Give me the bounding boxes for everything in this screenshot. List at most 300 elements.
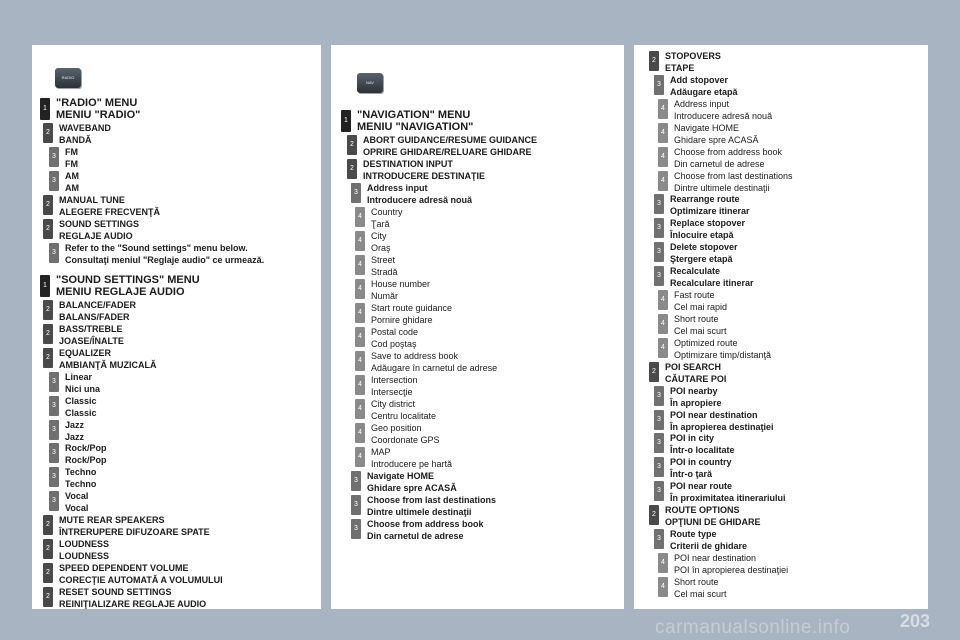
level-badge: 3 xyxy=(654,194,664,214)
romanian-label: Cel mai scurt xyxy=(674,325,727,336)
romanian-label: MENIU "RADIO" xyxy=(56,109,141,121)
romanian-label: Ştergere etapă xyxy=(670,254,733,265)
menu-item-level-3 xyxy=(49,466,96,490)
menu-item-level-2 xyxy=(347,134,537,158)
watermark: carmanualsonline.info xyxy=(655,617,851,638)
romanian-label: ETAPE xyxy=(665,63,695,73)
level-badge: 2 xyxy=(347,135,357,155)
english-label: Save to address book xyxy=(371,351,459,361)
romanian-label: Dintre ultimele destinaţii xyxy=(367,507,472,517)
menu-item-level-2 xyxy=(43,122,111,146)
level-badge: 4 xyxy=(355,207,365,227)
romanian-label: Din carnetul de adrese xyxy=(367,531,464,541)
level-badge: 3 xyxy=(654,481,664,501)
romanian-label: OPRIRE GHIDARE/RELUARE GHIDARE xyxy=(363,147,532,157)
menu-item-level-3 xyxy=(351,182,472,206)
romanian-label: În proximitatea itinerariului xyxy=(670,493,786,504)
romanian-label: CORECŢIE AUTOMATĂ A VOLUMULUI xyxy=(59,574,223,585)
menu-item-level-3 xyxy=(49,490,88,514)
level-badge: 3 xyxy=(351,519,361,539)
level-badge: 4 xyxy=(658,147,668,167)
level-badge: 4 xyxy=(355,255,365,275)
romanian-label: Din carnetul de adrese xyxy=(674,158,765,169)
romanian-label: Cel mai scurt xyxy=(674,588,727,599)
level-badge: 3 xyxy=(351,471,361,491)
menu-item-level-3 xyxy=(654,385,722,409)
menu-item-text xyxy=(65,395,97,419)
menu-item-text xyxy=(367,518,484,542)
level-badge: 3 xyxy=(654,410,664,430)
menu-item-level-4 xyxy=(658,98,772,122)
level-badge: 4 xyxy=(355,447,365,467)
menu-item-level-3 xyxy=(654,528,747,552)
level-badge: 3 xyxy=(654,75,664,95)
english-label: Short route xyxy=(674,313,719,324)
menu-item-text xyxy=(670,193,750,217)
english-label: POI nearby xyxy=(670,385,718,396)
romanian-label: Intersecţie xyxy=(371,387,413,397)
menu-item-level-4 xyxy=(355,278,430,302)
english-label: ABORT GUIDANCE/RESUME GUIDANCE xyxy=(363,135,538,145)
romanian-label: Recalculare itinerar xyxy=(670,278,754,289)
english-label: POI near destination xyxy=(674,552,757,563)
romanian-label: Stradă xyxy=(371,267,398,277)
english-label: House number xyxy=(371,279,431,289)
english-label: Rearrange route xyxy=(670,194,740,205)
romanian-label: Introducere pe hartă xyxy=(371,459,453,469)
menu-item-text xyxy=(56,274,200,298)
level-badge: 3 xyxy=(654,242,664,262)
menu-item-text xyxy=(56,97,140,121)
romanian-label: Criterii de ghidare xyxy=(670,541,748,551)
romanian-label: Număr xyxy=(371,291,399,301)
romanian-label: Optimizare itinerar xyxy=(670,206,750,217)
level-badge: 3 xyxy=(49,171,59,191)
menu-item-text xyxy=(674,337,771,361)
romanian-label: Dintre ultimele destinaţii xyxy=(674,182,770,193)
level-badge: 4 xyxy=(658,99,668,119)
romanian-label: Vocal xyxy=(65,503,89,514)
english-label: Navigate HOME xyxy=(367,471,435,481)
level-badge: 4 xyxy=(355,375,365,395)
romanian-label: Nici una xyxy=(65,383,101,394)
menu-item-text xyxy=(59,586,206,610)
menu-item-level-4 xyxy=(355,326,418,350)
menu-item-level-3 xyxy=(654,432,735,456)
level-badge: 2 xyxy=(43,324,53,344)
english-label: Choose from last destinations xyxy=(674,170,793,181)
menu-item-text xyxy=(65,170,79,194)
level-badge: 3 xyxy=(654,529,664,549)
level-badge: 2 xyxy=(347,159,357,179)
menu-item-text xyxy=(371,206,403,230)
english-label: Jazz xyxy=(65,419,85,430)
level-badge: 3 xyxy=(49,443,59,463)
menu-item-text xyxy=(65,466,96,490)
level-badge: 3 xyxy=(654,386,664,406)
romanian-label: ÎNTRERUPERE DIFUZOARE SPATE xyxy=(59,527,210,538)
romanian-label: În apropierea destinaţiei xyxy=(670,421,774,432)
level-badge: 3 xyxy=(49,243,59,263)
menu-item-level-3 xyxy=(49,395,97,419)
english-label: RESET SOUND SETTINGS xyxy=(59,586,172,597)
menu-item-level-2 xyxy=(43,347,156,371)
romanian-label: Într-o ţară xyxy=(670,469,713,480)
menu-item-text xyxy=(371,302,452,326)
menu-item-level-3 xyxy=(654,265,754,289)
menu-item-text xyxy=(59,562,223,586)
english-label: Refer to the "Sound settings" menu below. xyxy=(65,242,248,253)
menu-item-text xyxy=(59,122,111,146)
english-label: WAVEBAND xyxy=(59,123,111,133)
romanian-label: Adăugare în carnetul de adrese xyxy=(371,363,498,373)
english-label: AM xyxy=(65,170,79,181)
romanian-label: AM xyxy=(65,182,79,193)
menu-item-text xyxy=(371,374,418,398)
romanian-label: Pornire ghidare xyxy=(371,315,433,325)
romanian-label: Optimizare timp/distanţă xyxy=(674,349,772,360)
romanian-label: REGLAJE AUDIO xyxy=(59,230,133,241)
nav-button-icon: NAV xyxy=(357,73,383,93)
menu-item-text xyxy=(665,50,721,74)
romanian-label: CĂUTARE POI xyxy=(665,373,727,384)
menu-item-text xyxy=(371,254,398,278)
level-badge: 3 xyxy=(654,266,664,286)
english-label: Replace stopover xyxy=(670,218,746,229)
level-badge: 3 xyxy=(49,372,59,392)
menu-item-text xyxy=(371,446,452,470)
romanian-label: ALEGERE FRECVENŢĂ xyxy=(59,206,161,217)
english-label: STOPOVERS xyxy=(665,51,721,61)
romanian-label: Înlocuire etapă xyxy=(670,230,734,241)
menu-item-level-2 xyxy=(43,323,124,347)
menu-item-level-1 xyxy=(40,274,200,298)
menu-item-level-2 xyxy=(347,158,485,182)
menu-item-text xyxy=(59,514,210,538)
romanian-label: Oraş xyxy=(371,243,391,253)
romanian-label: Într-o localitate xyxy=(670,445,735,456)
menu-item-text xyxy=(674,146,782,170)
menu-item-text xyxy=(670,432,735,456)
level-badge: 4 xyxy=(658,171,668,191)
menu-item-level-2 xyxy=(649,50,721,74)
level-badge: 4 xyxy=(658,290,668,310)
level-badge: 2 xyxy=(649,362,659,382)
menu-item-level-2 xyxy=(43,538,109,562)
menu-item-text xyxy=(363,158,485,182)
level-badge: 2 xyxy=(43,123,53,143)
english-label: POI SEARCH xyxy=(665,361,722,372)
romanian-label: Ţară xyxy=(371,219,390,229)
menu-item-level-3 xyxy=(654,241,738,265)
level-badge: 2 xyxy=(649,51,659,71)
english-label: ROUTE OPTIONS xyxy=(665,505,740,516)
english-label: Optimized route xyxy=(674,337,738,348)
menu-item-level-3 xyxy=(654,217,745,241)
english-label: Linear xyxy=(65,371,93,382)
level-badge: 2 xyxy=(43,348,53,368)
menu-item-level-3 xyxy=(49,419,84,443)
menu-item-level-4 xyxy=(658,552,788,576)
menu-item-level-3 xyxy=(49,371,100,395)
level-badge: 3 xyxy=(654,433,664,453)
english-label: Route type xyxy=(670,529,717,539)
english-label: Start route guidance xyxy=(371,303,453,313)
menu-item-text xyxy=(59,299,136,323)
level-badge: 4 xyxy=(355,327,365,347)
menu-item-level-1 xyxy=(341,109,473,133)
menu-item-text xyxy=(59,347,156,371)
menu-item-text xyxy=(670,385,722,409)
menu-item-level-3 xyxy=(351,518,484,542)
english-label: SPEED DEPENDENT VOLUME xyxy=(59,562,189,573)
level-badge: 3 xyxy=(49,396,59,416)
english-label: MAP xyxy=(371,447,391,457)
level-badge: 2 xyxy=(43,195,53,215)
menu-item-text xyxy=(371,278,430,302)
english-label: Vocal xyxy=(65,491,89,502)
menu-item-level-1 xyxy=(40,97,140,121)
menu-item-text xyxy=(674,122,759,146)
menu-item-text xyxy=(371,326,418,350)
romanian-label: AMBIANŢĂ MUZICALĂ xyxy=(59,359,157,370)
menu-item-text xyxy=(670,265,754,289)
menu-item-text xyxy=(367,494,496,518)
menu-item-text xyxy=(59,194,160,218)
english-label: "RADIO" MENU xyxy=(56,97,138,109)
english-label: Choose from address book xyxy=(674,146,783,157)
romanian-label: Rock/Pop xyxy=(65,455,107,466)
romanian-label: REINIŢIALIZARE REGLAJE AUDIO xyxy=(59,598,207,609)
menu-item-text xyxy=(670,217,745,241)
menu-item-text xyxy=(65,490,88,514)
radio-button-icon: RADIO xyxy=(55,68,81,88)
romanian-label: Adăugare etapă xyxy=(670,86,738,97)
menu-item-level-4 xyxy=(355,206,403,230)
menu-item-text xyxy=(65,146,78,170)
english-label: POI near route xyxy=(670,481,733,492)
level-badge: 2 xyxy=(43,219,53,239)
menu-item-level-3 xyxy=(654,409,774,433)
english-label: Classic xyxy=(65,395,97,406)
english-label: Rock/Pop xyxy=(65,443,107,454)
english-label: Recalculate xyxy=(670,266,721,277)
menu-item-text xyxy=(371,398,436,422)
page-number: 203 xyxy=(900,611,931,631)
level-badge: 3 xyxy=(49,147,59,167)
romanian-label: Ghidare spre ACASĂ xyxy=(367,483,457,493)
english-label: POI in city xyxy=(670,433,715,444)
menu-item-text xyxy=(363,134,537,158)
english-label: EQUALIZER xyxy=(59,347,112,358)
menu-item-level-2 xyxy=(43,299,136,323)
level-badge: 3 xyxy=(49,420,59,440)
level-badge: 2 xyxy=(43,300,53,320)
menu-item-level-4 xyxy=(355,446,452,470)
menu-item-text xyxy=(59,323,124,347)
english-label: City district xyxy=(371,399,416,409)
menu-item-level-4 xyxy=(658,170,793,194)
level-badge: 2 xyxy=(43,563,53,583)
menu-item-text xyxy=(670,528,747,552)
menu-item-text xyxy=(670,480,786,504)
menu-item-text xyxy=(670,241,738,265)
english-label: Choose from address book xyxy=(367,519,484,529)
english-label: DESTINATION INPUT xyxy=(363,159,453,169)
romanian-label: BANDĂ xyxy=(59,135,92,145)
menu-item-level-4 xyxy=(658,289,727,313)
english-label: Delete stopover xyxy=(670,242,738,253)
english-label: Address input xyxy=(674,98,730,109)
menu-item-level-4 xyxy=(355,254,398,278)
menu-item-text xyxy=(371,422,440,446)
english-label: Street xyxy=(371,255,396,265)
romanian-label: Jazz xyxy=(65,431,85,442)
romanian-label: Ghidare spre ACASĂ xyxy=(674,134,759,145)
level-badge: 1 xyxy=(341,110,351,132)
english-label: Fast route xyxy=(674,290,715,300)
romanian-label: MENIU "NAVIGATION" xyxy=(357,121,474,133)
menu-item-text xyxy=(59,218,139,242)
menu-item-level-2 xyxy=(43,514,210,538)
menu-item-level-3 xyxy=(49,170,79,194)
menu-item-level-3 xyxy=(654,74,738,98)
level-badge: 3 xyxy=(49,491,59,511)
menu-item-text xyxy=(674,576,727,600)
level-badge: 1 xyxy=(40,98,50,120)
level-badge: 2 xyxy=(43,539,53,559)
menu-item-level-3 xyxy=(49,442,107,466)
menu-item-level-4 xyxy=(658,313,727,337)
english-label: Intersection xyxy=(371,375,418,385)
level-badge: 4 xyxy=(658,123,668,143)
menu-item-level-3 xyxy=(351,494,496,518)
english-label: BASS/TREBLE xyxy=(59,323,123,334)
level-badge: 3 xyxy=(351,495,361,515)
english-label: MUTE REAR SPEAKERS xyxy=(59,515,165,526)
level-badge: 1 xyxy=(40,275,50,297)
menu-item-level-3 xyxy=(654,193,750,217)
level-badge: 2 xyxy=(43,515,53,535)
menu-item-text xyxy=(357,109,473,133)
level-badge: 4 xyxy=(355,279,365,299)
menu-item-level-2 xyxy=(43,562,223,586)
english-label: City xyxy=(371,231,387,241)
menu-item-level-3 xyxy=(49,242,264,266)
english-label: POI in country xyxy=(670,457,732,468)
english-label: Add stopover xyxy=(670,74,729,85)
level-badge: 4 xyxy=(658,577,668,597)
menu-item-level-4 xyxy=(658,122,759,146)
menu-item-level-2 xyxy=(43,586,206,610)
english-label: Choose from last destinations xyxy=(367,495,497,505)
level-badge: 4 xyxy=(355,303,365,323)
english-label: MANUAL TUNE xyxy=(59,194,125,205)
menu-item-level-4 xyxy=(355,398,436,422)
menu-item-text xyxy=(674,552,788,576)
english-label: Geo position xyxy=(371,423,422,433)
romanian-label: Cel mai rapid xyxy=(674,302,728,312)
romanian-label: POI în apropierea destinaţiei xyxy=(674,564,789,575)
menu-item-level-3 xyxy=(654,480,786,504)
level-badge: 2 xyxy=(43,587,53,607)
menu-item-level-4 xyxy=(355,374,418,398)
romanian-label: JOASE/ÎNALTE xyxy=(59,335,124,346)
english-label: Techno xyxy=(65,467,97,478)
menu-item-text xyxy=(367,470,457,494)
english-label: Navigate HOME xyxy=(674,122,740,133)
romanian-label: Consultaţi meniul "Reglaje audio" ce urmează. xyxy=(65,254,265,265)
romanian-label: FM xyxy=(65,158,78,169)
menu-item-text xyxy=(665,504,761,528)
menu-item-level-4 xyxy=(658,337,771,361)
english-label: Postal code xyxy=(371,327,419,337)
level-badge: 3 xyxy=(654,457,664,477)
menu-item-level-3 xyxy=(351,470,457,494)
english-label: Country xyxy=(371,207,403,217)
menu-item-level-2 xyxy=(43,218,139,242)
romanian-label: LOUDNESS xyxy=(59,551,110,561)
romanian-label: Classic xyxy=(65,407,97,418)
menu-item-text xyxy=(674,170,793,194)
menu-item-level-2 xyxy=(649,361,726,385)
level-badge: 4 xyxy=(658,338,668,358)
romanian-label: BALANS/FADER xyxy=(59,312,130,322)
menu-item-level-4 xyxy=(355,230,391,254)
menu-item-text xyxy=(367,182,472,206)
menu-item-level-3 xyxy=(654,456,732,480)
menu-item-level-4 xyxy=(658,576,727,600)
romanian-label: INTRODUCERE DESTINAŢIE xyxy=(363,171,486,181)
menu-item-level-4 xyxy=(658,146,782,170)
english-label: Address input xyxy=(367,183,428,193)
romanian-label: Centru localitate xyxy=(371,411,437,421)
romanian-label: Introducere adresă nouă xyxy=(674,110,773,121)
english-label: "SOUND SETTINGS" MENU xyxy=(56,274,200,286)
level-badge: 4 xyxy=(355,423,365,443)
english-label: POI near destination xyxy=(670,409,758,420)
menu-item-text xyxy=(65,371,100,395)
menu-item-level-4 xyxy=(355,302,452,326)
level-badge: 3 xyxy=(654,218,664,238)
menu-item-text xyxy=(665,361,726,385)
romanian-label: MENIU REGLAJE AUDIO xyxy=(56,286,185,298)
english-label: FM xyxy=(65,146,78,157)
menu-item-text xyxy=(65,419,84,443)
menu-item-text xyxy=(670,74,738,98)
level-badge: 4 xyxy=(355,399,365,419)
menu-item-text xyxy=(674,98,772,122)
english-label: SOUND SETTINGS xyxy=(59,218,140,229)
romanian-label: OPŢIUNI DE GHIDARE xyxy=(665,517,761,528)
english-label: BALANCE/FADER xyxy=(59,300,137,310)
level-badge: 4 xyxy=(658,314,668,334)
menu-item-level-3 xyxy=(49,146,78,170)
romanian-label: Coordonate GPS xyxy=(371,435,440,445)
menu-item-text xyxy=(59,538,109,562)
english-label: "NAVIGATION" MENU xyxy=(357,109,471,121)
menu-item-level-4 xyxy=(355,350,497,374)
level-badge: 2 xyxy=(649,505,659,525)
menu-item-text xyxy=(670,456,732,480)
menu-item-text xyxy=(65,242,264,266)
english-label: LOUDNESS xyxy=(59,539,110,549)
menu-item-level-2 xyxy=(649,504,761,528)
menu-item-text xyxy=(670,409,774,433)
menu-item-level-2 xyxy=(43,194,160,218)
menu-item-text xyxy=(674,313,727,337)
romanian-label: În apropiere xyxy=(670,397,722,408)
